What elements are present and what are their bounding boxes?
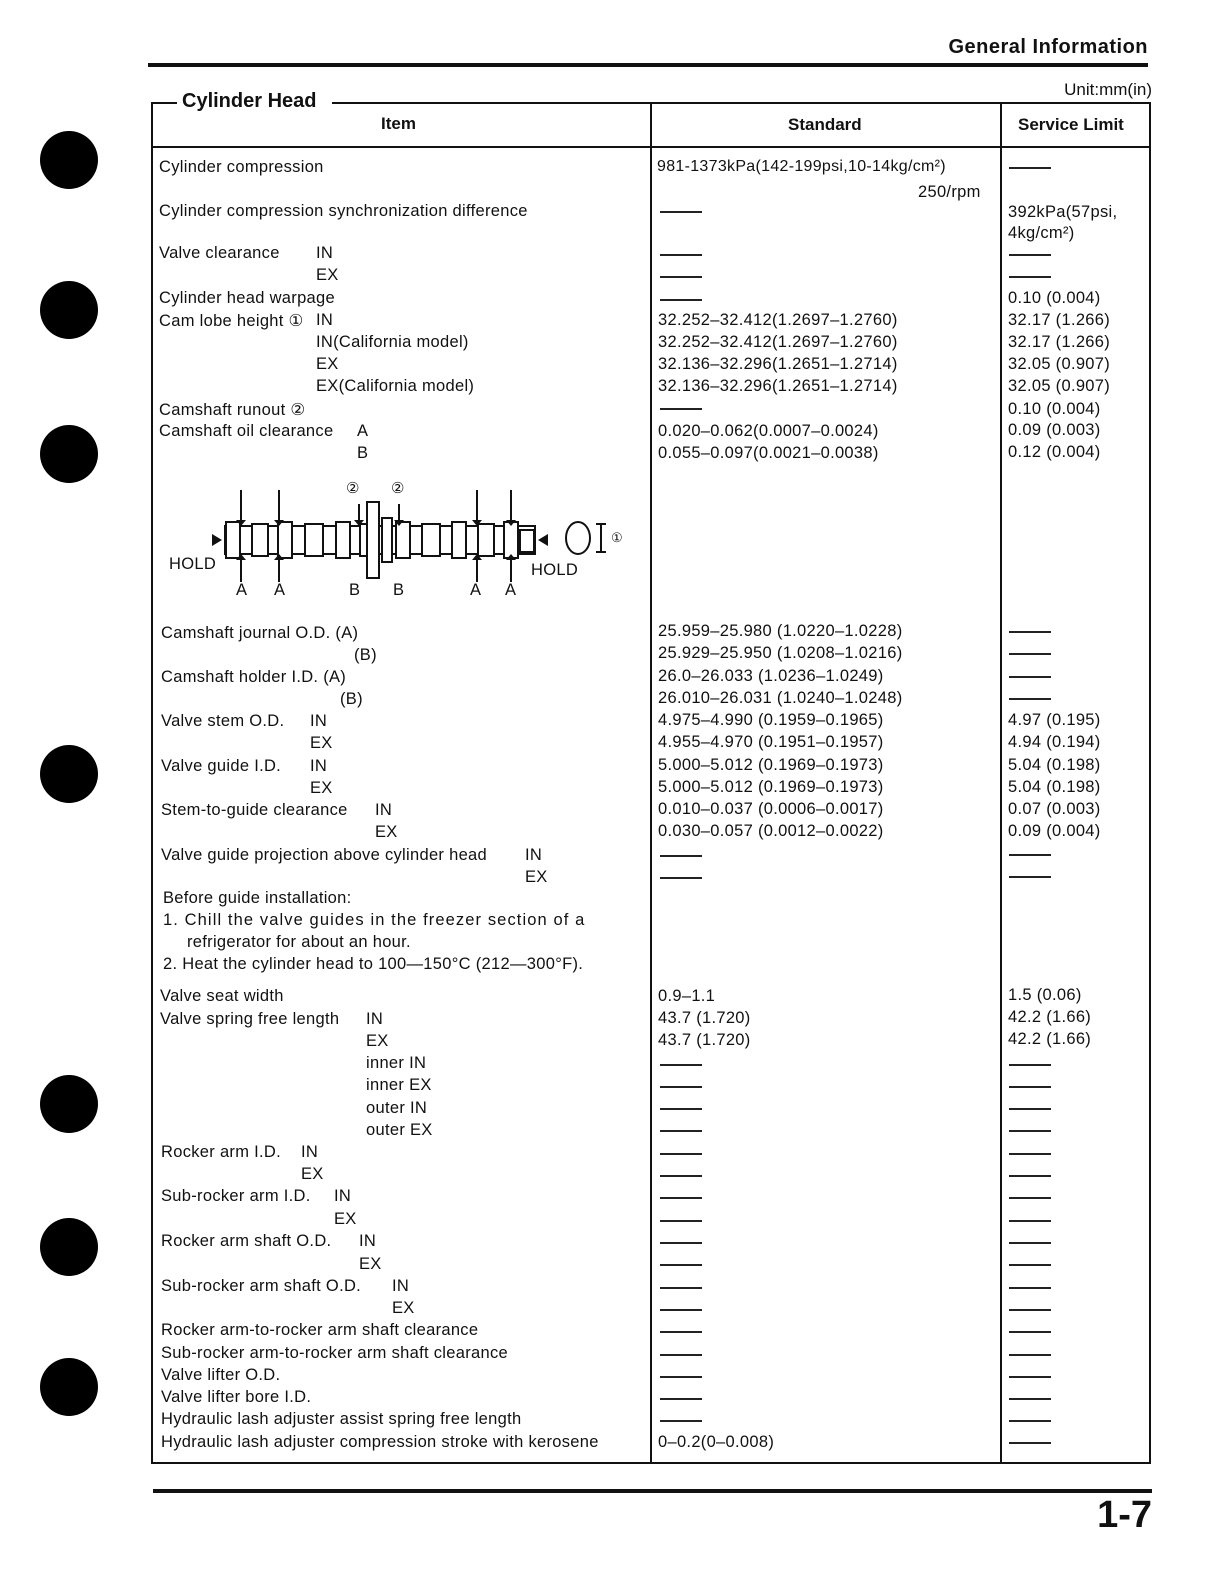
service-dash — [1009, 1197, 1051, 1199]
diagram-label-2: ② — [346, 480, 360, 497]
service-value: 4.97 (0.195) — [1008, 711, 1101, 729]
standard-dash — [660, 408, 702, 410]
standard-value: 32.136–32.296(1.2651–1.2714) — [658, 377, 898, 395]
service-dash — [1009, 1442, 1051, 1444]
standard-value: 250/rpm — [918, 183, 981, 201]
item-sub: EX — [392, 1299, 415, 1317]
title-line-right — [332, 102, 392, 104]
binder-hole — [40, 1075, 98, 1133]
service-value: 0.10 (0.004) — [1008, 289, 1101, 307]
standard-value: 5.000–5.012 (0.1969–0.1973) — [658, 778, 884, 796]
section-title: General Information — [948, 36, 1148, 58]
service-value: 32.17 (1.266) — [1008, 311, 1111, 329]
item-label: Hydraulic lash adjuster assist spring free length — [161, 1410, 522, 1428]
standard-dash — [660, 1354, 702, 1356]
service-dash — [1009, 1108, 1051, 1110]
service-value: 392kPa(57psi, — [1008, 203, 1118, 221]
service-value: 5.04 (0.198) — [1008, 756, 1101, 774]
binder-hole — [40, 425, 98, 483]
standard-value: 32.252–32.412(1.2697–1.2760) — [658, 311, 898, 329]
standard-dash — [660, 1064, 702, 1066]
service-dash — [1009, 1220, 1051, 1222]
item-sub: IN — [316, 311, 334, 329]
item-sub: EX — [301, 1165, 324, 1183]
diagram-label-2: ② — [391, 480, 405, 497]
service-dash — [1009, 1287, 1051, 1289]
item-label: Valve guide I.D. — [161, 757, 282, 775]
service-value: 42.2 (1.66) — [1008, 1008, 1092, 1026]
item-sub: (B) — [354, 646, 377, 664]
standard-dash — [660, 1264, 702, 1266]
standard-value: 25.959–25.980 (1.0220–1.0228) — [658, 622, 903, 640]
hold-label-right: HOLD — [531, 561, 579, 579]
item-sub: (B) — [340, 690, 363, 708]
service-dash — [1009, 254, 1051, 256]
standard-dash — [660, 276, 702, 278]
item-label: Stem-to-guide clearance — [161, 801, 348, 819]
table-title: Cylinder Head — [182, 90, 317, 112]
service-dash — [1009, 1354, 1051, 1356]
binder-hole — [40, 281, 98, 339]
item-label: Valve seat width — [160, 987, 284, 1005]
service-value: 42.2 (1.66) — [1008, 1030, 1092, 1048]
standard-dash — [660, 1420, 702, 1422]
item-sub: IN(California model) — [316, 333, 469, 351]
binder-hole — [40, 1218, 98, 1276]
item-sub: IN — [310, 757, 328, 775]
item-sub: EX — [366, 1032, 389, 1050]
standard-dash — [660, 1153, 702, 1155]
service-dash — [1009, 676, 1051, 678]
service-value: 0.10 (0.004) — [1008, 400, 1101, 418]
standard-dash — [660, 1287, 702, 1289]
service-dash — [1009, 1398, 1051, 1400]
binder-hole — [40, 1358, 98, 1416]
service-dash — [1009, 876, 1051, 878]
service-dash — [1009, 1420, 1051, 1422]
item-label: Sub-rocker arm I.D. — [161, 1187, 311, 1205]
item-sub: IN — [525, 846, 543, 864]
note-step: 1. Chill the valve guides in the freezer section of a — [163, 911, 586, 929]
service-dash — [1009, 1376, 1051, 1378]
item-label: Hydraulic lash adjuster compression stroke with kerosene — [161, 1433, 599, 1451]
item-sub: IN — [375, 801, 393, 819]
service-dash — [1009, 653, 1051, 655]
item-sub: IN — [334, 1187, 352, 1205]
standard-value: 0.9–1.1 — [658, 987, 716, 1005]
item-label: Sub-rocker arm shaft O.D. — [161, 1277, 362, 1295]
standard-value: 32.252–32.412(1.2697–1.2760) — [658, 333, 898, 351]
standard-value: 26.010–26.031 (1.0240–1.0248) — [658, 689, 903, 707]
standard-value: 981-1373kPa(142-199psi,10-14kg/cm²) — [657, 158, 946, 175]
standard-dash — [660, 1175, 702, 1177]
service-dash — [1009, 1175, 1051, 1177]
item-sub: B — [357, 444, 369, 462]
item-sub: inner EX — [366, 1076, 432, 1094]
standard-dash — [660, 1108, 702, 1110]
standard-dash — [660, 1220, 702, 1222]
service-value: 1.5 (0.06) — [1008, 986, 1082, 1004]
standard-dash — [660, 254, 702, 256]
item-label: Valve lifter bore I.D. — [161, 1388, 312, 1406]
col-header-standard: Standard — [788, 115, 862, 134]
standard-dash — [660, 1130, 702, 1132]
note-heading: Before guide installation: — [163, 889, 352, 907]
service-dash — [1009, 1130, 1051, 1132]
service-value: 0.07 (0.003) — [1008, 800, 1101, 818]
service-dash — [1009, 698, 1051, 700]
item-sub: EX — [310, 734, 333, 752]
item-label: Valve lifter O.D. — [161, 1366, 281, 1384]
service-dash — [1009, 1264, 1051, 1266]
service-dash — [1009, 1086, 1051, 1088]
journal-label-b: B — [393, 581, 405, 599]
service-value: 32.17 (1.266) — [1008, 333, 1111, 351]
item-label: Cylinder head warpage — [159, 289, 335, 307]
item-label: Camshaft journal O.D. (A) — [161, 624, 359, 642]
page-number: 1-7 — [1097, 1494, 1152, 1536]
item-label: Camshaft runout ② — [159, 401, 306, 419]
item-sub: EX(California model) — [316, 377, 475, 395]
journal-label-a: A — [274, 581, 286, 599]
item-sub: IN — [366, 1010, 384, 1028]
service-value: 5.04 (0.198) — [1008, 778, 1101, 796]
item-sub: EX — [316, 355, 339, 373]
item-sub: EX — [375, 823, 398, 841]
standard-dash — [660, 855, 702, 857]
service-value: 4kg/cm²) — [1008, 224, 1075, 242]
item-label: Cylinder compression synchronization difference — [159, 202, 528, 220]
item-sub: A — [357, 422, 369, 440]
item-label: Valve clearance — [159, 244, 280, 262]
item-sub: EX — [525, 868, 548, 886]
col-divider-2 — [1000, 102, 1002, 1464]
item-label: Rocker arm-to-rocker arm shaft clearance — [161, 1321, 479, 1339]
standard-dash — [660, 1331, 702, 1333]
unit-label: Unit:mm(in) — [1064, 80, 1152, 99]
service-dash — [1009, 854, 1051, 856]
standard-value: 0.020–0.062(0.0007–0.0024) — [658, 422, 879, 440]
service-dash — [1009, 276, 1051, 278]
item-sub: EX — [316, 266, 339, 284]
service-value: 4.94 (0.194) — [1008, 733, 1101, 751]
standard-value: 25.929–25.950 (1.0208–1.0216) — [658, 644, 903, 662]
standard-value: 4.955–4.970 (0.1951–0.1957) — [658, 733, 884, 751]
item-sub: IN — [359, 1232, 377, 1250]
item-sub: outer IN — [366, 1099, 428, 1117]
col-header-item: Item — [381, 114, 416, 133]
standard-value: 32.136–32.296(1.2651–1.2714) — [658, 355, 898, 373]
journal-label-a: A — [470, 581, 482, 599]
service-value: 32.05 (0.907) — [1008, 377, 1111, 395]
standard-value: 0.055–0.097(0.0021–0.0038) — [658, 444, 879, 462]
item-label: Valve stem O.D. — [161, 712, 285, 730]
standard-dash — [660, 1197, 702, 1199]
item-sub: EX — [334, 1210, 357, 1228]
item-sub: IN — [316, 244, 334, 262]
item-label: Camshaft oil clearance — [159, 422, 334, 440]
standard-dash — [660, 1398, 702, 1400]
standard-dash — [660, 299, 702, 301]
standard-dash — [660, 1309, 702, 1311]
footer-rule — [153, 1489, 1152, 1493]
item-sub: IN — [310, 712, 328, 730]
item-sub: inner IN — [366, 1054, 427, 1072]
diagram-label-1: ① — [611, 530, 623, 545]
standard-value: 0–0.2(0–0.008) — [658, 1433, 775, 1451]
standard-value: 0.030–0.057 (0.0012–0.0022) — [658, 822, 884, 840]
item-label: Valve guide projection above cylinder head — [161, 846, 488, 864]
item-sub: IN — [392, 1277, 410, 1295]
standard-dash — [660, 877, 702, 879]
item-sub: EX — [359, 1255, 382, 1273]
item-label: Cylinder compression — [159, 158, 324, 176]
item-sub: IN — [301, 1143, 319, 1161]
item-label: Rocker arm shaft O.D. — [161, 1232, 332, 1250]
standard-value: 26.0–26.033 (1.0236–1.0249) — [658, 667, 884, 685]
standard-dash — [660, 211, 702, 213]
binder-hole — [40, 745, 98, 803]
note-step: refrigerator for about an hour. — [187, 933, 411, 951]
col-divider-1 — [650, 102, 652, 1464]
binder-hole — [40, 131, 98, 189]
service-dash — [1009, 1064, 1051, 1066]
service-value: 0.12 (0.004) — [1008, 443, 1101, 461]
standard-dash — [660, 1376, 702, 1378]
service-dash — [1009, 1331, 1051, 1333]
standard-value: 4.975–4.990 (0.1959–0.1965) — [658, 711, 884, 729]
item-sub: EX — [310, 779, 333, 797]
item-label: Camshaft holder I.D. (A) — [161, 668, 347, 686]
note-step: 2. Heat the cylinder head to 100—150°C (212—300°F). — [163, 955, 584, 973]
standard-value: 0.010–0.037 (0.0006–0.0017) — [658, 800, 884, 818]
item-label: Rocker arm I.D. — [161, 1143, 282, 1161]
item-label: Valve spring free length — [160, 1010, 340, 1028]
standard-dash — [660, 1086, 702, 1088]
item-label: Sub-rocker arm-to-rocker arm shaft clearance — [161, 1344, 508, 1362]
item-sub: outer EX — [366, 1121, 433, 1139]
hold-label-left: HOLD — [169, 555, 217, 573]
journal-label-b: B — [349, 581, 361, 599]
title-line-left — [151, 102, 177, 104]
standard-value: 5.000–5.012 (0.1969–0.1973) — [658, 756, 884, 774]
service-value: 0.09 (0.003) — [1008, 421, 1101, 439]
item-label: Cam lobe height ① — [159, 312, 304, 330]
service-dash — [1009, 631, 1051, 633]
standard-value: 43.7 (1.720) — [658, 1031, 751, 1049]
service-dash — [1009, 1153, 1051, 1155]
standard-value: 43.7 (1.720) — [658, 1009, 751, 1027]
journal-label-a: A — [505, 581, 517, 599]
service-value: 32.05 (0.907) — [1008, 355, 1111, 373]
service-dash — [1009, 1242, 1051, 1244]
service-value: 0.09 (0.004) — [1008, 822, 1101, 840]
standard-dash — [660, 1242, 702, 1244]
header-rule — [148, 63, 1148, 67]
service-dash — [1009, 167, 1051, 169]
col-header-service-limit: Service Limit — [1018, 115, 1124, 134]
service-dash — [1009, 1309, 1051, 1311]
journal-label-a: A — [236, 581, 248, 599]
